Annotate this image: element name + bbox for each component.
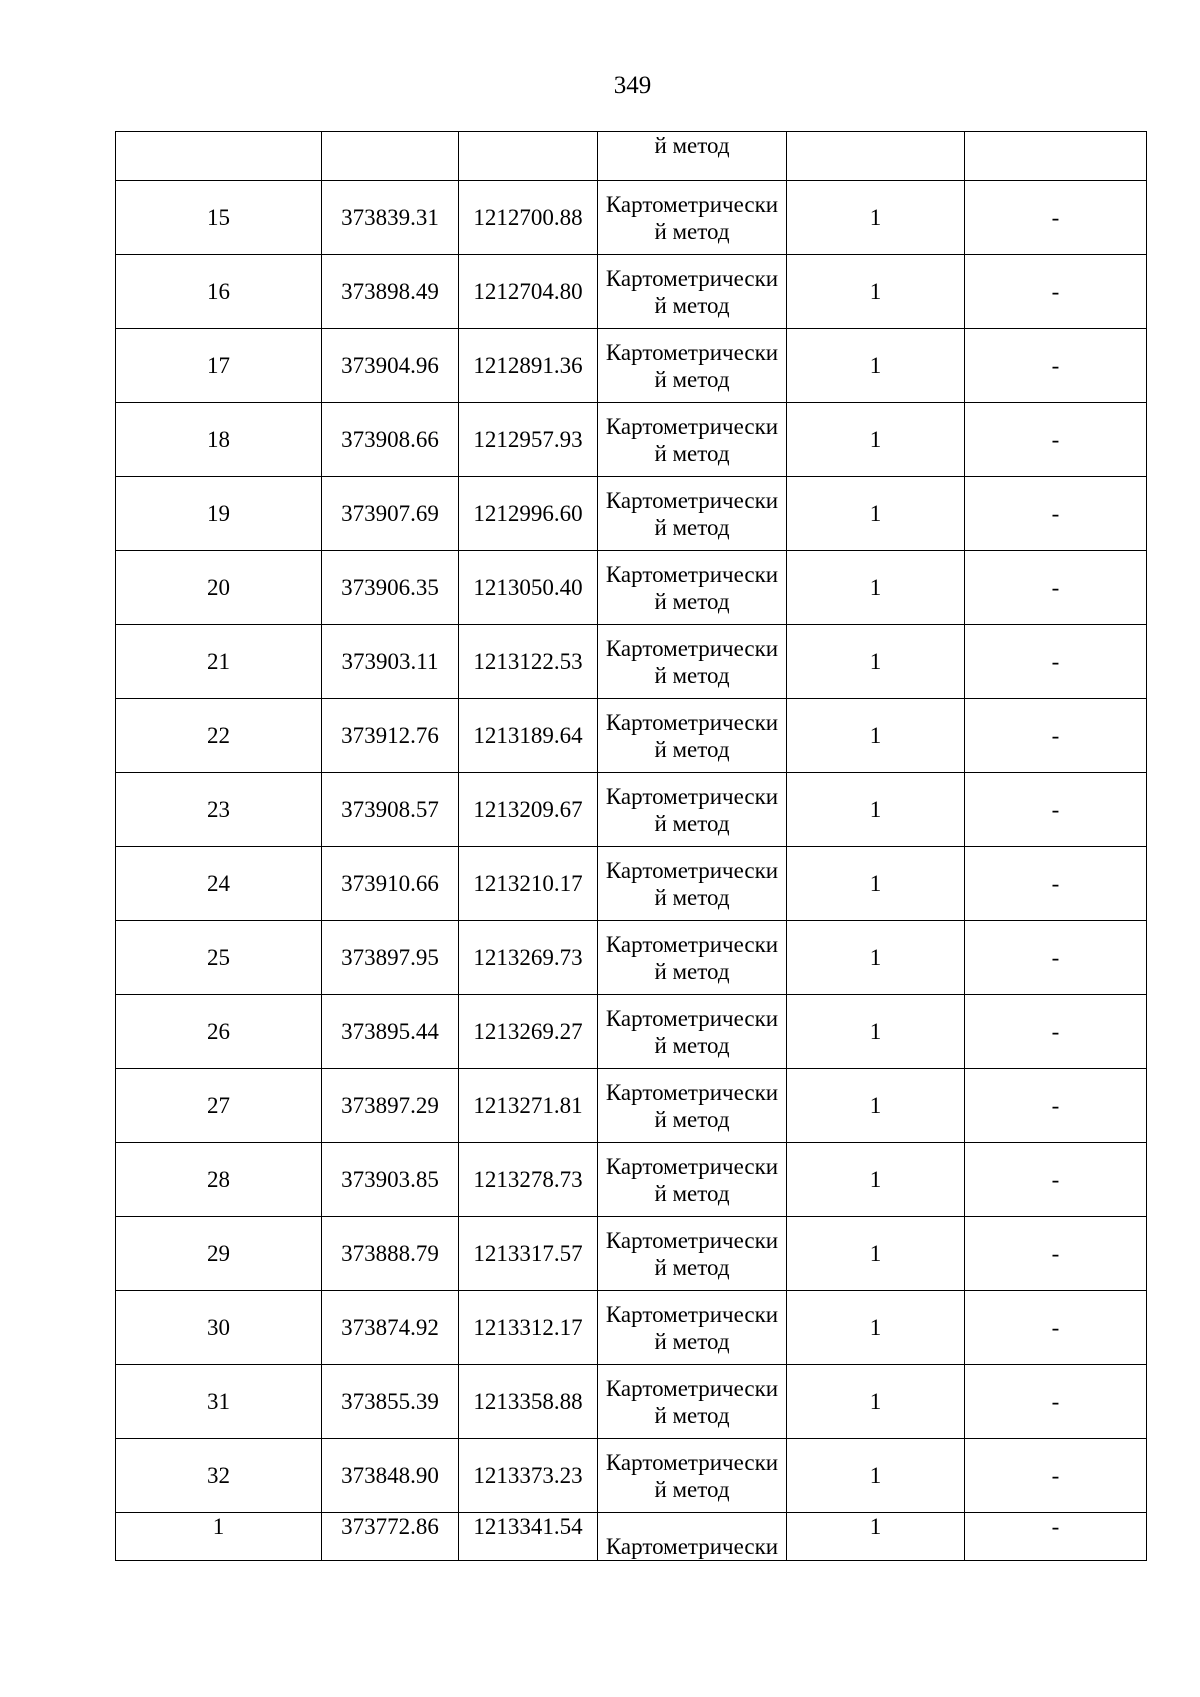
method-text-line2: й метод bbox=[654, 1476, 730, 1502]
cell-note: - bbox=[965, 1217, 1147, 1291]
method-text-line2: й метод bbox=[654, 810, 730, 836]
cell-y: 1212700.88 bbox=[459, 181, 598, 255]
method-text-line1: Картометрически bbox=[605, 709, 779, 735]
cell-method bbox=[598, 132, 787, 181]
table-row bbox=[116, 181, 1147, 255]
cell-note: - bbox=[965, 329, 1147, 403]
cell-x: 373903.85 bbox=[322, 1143, 459, 1217]
cell-point-number: 21 bbox=[116, 625, 322, 699]
cell-note: - bbox=[965, 1069, 1147, 1143]
cell-x: 373874.92 bbox=[322, 1291, 459, 1365]
cell-accuracy: 1 bbox=[787, 329, 965, 403]
cell-x: 373908.57 bbox=[322, 773, 459, 847]
table-row bbox=[116, 1439, 1147, 1513]
cell-y: 1213373.23 bbox=[459, 1439, 598, 1513]
cell-accuracy: 1 bbox=[787, 1217, 965, 1291]
table-row bbox=[116, 551, 1147, 625]
cell-accuracy: 1 bbox=[787, 921, 965, 995]
cell-note: - bbox=[965, 1291, 1147, 1365]
method-text-line2: й метод bbox=[654, 514, 730, 540]
cell-x: 373898.49 bbox=[322, 255, 459, 329]
coordinates-table bbox=[115, 131, 1147, 1561]
method-text-line1: Картометрически bbox=[605, 561, 779, 587]
page-number: 349 bbox=[613, 72, 652, 99]
method-text-line1: Картометрически bbox=[605, 1449, 779, 1475]
cell-method bbox=[598, 1439, 787, 1513]
table-row bbox=[116, 1365, 1147, 1439]
table-row bbox=[116, 1513, 1147, 1561]
cell-y bbox=[459, 132, 598, 181]
method-text-line2: й метод bbox=[654, 736, 730, 762]
cell-y: 1213271.81 bbox=[459, 1069, 598, 1143]
cell-point-number bbox=[116, 132, 322, 181]
method-text-line1: Картометрически bbox=[605, 635, 779, 661]
cell-note bbox=[965, 132, 1147, 181]
cell-note: - bbox=[965, 847, 1147, 921]
cell-x: 373897.29 bbox=[322, 1069, 459, 1143]
cell-y: 1213358.88 bbox=[459, 1365, 598, 1439]
cell-accuracy: 1 bbox=[787, 181, 965, 255]
cell-point-number: 15 bbox=[116, 181, 322, 255]
method-text-line1: Картометрически bbox=[605, 931, 779, 957]
method-text-line1: Картометрически bbox=[605, 487, 779, 513]
method-text-line1: Картометрически bbox=[605, 1005, 779, 1031]
cell-point-number: 29 bbox=[116, 1217, 322, 1291]
cell-y: 1213189.64 bbox=[459, 699, 598, 773]
cell-method bbox=[598, 995, 787, 1069]
cell-method bbox=[598, 773, 787, 847]
cell-accuracy: 1 bbox=[787, 847, 965, 921]
cell-note: - bbox=[965, 625, 1147, 699]
cell-x bbox=[322, 132, 459, 181]
cell-accuracy: 1 bbox=[787, 1069, 965, 1143]
cell-y: 1213122.53 bbox=[459, 625, 598, 699]
cell-y: 1213209.67 bbox=[459, 773, 598, 847]
cell-method bbox=[598, 1217, 787, 1291]
cell-x: 373908.66 bbox=[322, 403, 459, 477]
cell-accuracy: 1 bbox=[787, 1365, 965, 1439]
cell-x: 373895.44 bbox=[322, 995, 459, 1069]
cell-point-number: 27 bbox=[116, 1069, 322, 1143]
table-row bbox=[116, 847, 1147, 921]
cell-x: 373839.31 bbox=[322, 181, 459, 255]
cell-method bbox=[598, 329, 787, 403]
cell-note: - bbox=[965, 477, 1147, 551]
cell-accuracy: 1 bbox=[787, 1143, 965, 1217]
table-row bbox=[116, 995, 1147, 1069]
cell-method bbox=[598, 1069, 787, 1143]
cell-x: 373897.95 bbox=[322, 921, 459, 995]
cell-method bbox=[598, 1513, 787, 1561]
cell-method bbox=[598, 847, 787, 921]
cell-method bbox=[598, 699, 787, 773]
cell-y: 1213269.27 bbox=[459, 995, 598, 1069]
cell-y: 1213278.73 bbox=[459, 1143, 598, 1217]
method-text-line1: Картометрически bbox=[605, 1301, 779, 1327]
cell-y: 1213312.17 bbox=[459, 1291, 598, 1365]
method-text-line1: Картометрически bbox=[605, 783, 779, 809]
cell-note: - bbox=[965, 1513, 1147, 1561]
cell-note: - bbox=[965, 403, 1147, 477]
method-text-line2: й метод bbox=[654, 958, 730, 984]
cell-y: 1212704.80 bbox=[459, 255, 598, 329]
cell-accuracy: 1 bbox=[787, 995, 965, 1069]
cell-method bbox=[598, 1365, 787, 1439]
cell-y: 1213341.54 bbox=[459, 1513, 598, 1561]
table-row bbox=[116, 329, 1147, 403]
cell-note: - bbox=[965, 1143, 1147, 1217]
cell-x: 373848.90 bbox=[322, 1439, 459, 1513]
cell-x: 373855.39 bbox=[322, 1365, 459, 1439]
method-text-line2: й метод bbox=[654, 1106, 730, 1132]
cell-point-number: 32 bbox=[116, 1439, 322, 1513]
table-row bbox=[116, 1217, 1147, 1291]
cell-point-number: 28 bbox=[116, 1143, 322, 1217]
table-row bbox=[116, 1291, 1147, 1365]
table-row bbox=[116, 921, 1147, 995]
method-text-line1: Картометрически bbox=[605, 1153, 779, 1179]
cell-point-number: 20 bbox=[116, 551, 322, 625]
cell-note: - bbox=[965, 1439, 1147, 1513]
method-text-line1: Картометрически bbox=[605, 1227, 779, 1253]
cell-note: - bbox=[965, 773, 1147, 847]
cell-x: 373888.79 bbox=[322, 1217, 459, 1291]
cell-point-number: 19 bbox=[116, 477, 322, 551]
cell-y: 1212891.36 bbox=[459, 329, 598, 403]
method-text: й метод bbox=[654, 133, 730, 158]
cell-point-number: 1 bbox=[116, 1513, 322, 1561]
cell-note: - bbox=[965, 1365, 1147, 1439]
table-row bbox=[116, 625, 1147, 699]
cell-accuracy bbox=[787, 132, 965, 181]
table-row bbox=[116, 773, 1147, 847]
cell-note: - bbox=[965, 699, 1147, 773]
table-row bbox=[116, 403, 1147, 477]
method-text-line1: Картометрически bbox=[605, 265, 779, 291]
method-text-line2: й метод bbox=[654, 1254, 730, 1280]
method-text-line2: й метод bbox=[654, 1180, 730, 1206]
cell-accuracy: 1 bbox=[787, 551, 965, 625]
method-text-line1: Картометрически bbox=[605, 339, 779, 365]
cell-accuracy: 1 bbox=[787, 1439, 965, 1513]
cell-method bbox=[598, 625, 787, 699]
method-text-line2: й метод bbox=[654, 440, 730, 466]
cell-note: - bbox=[965, 921, 1147, 995]
cell-y: 1212957.93 bbox=[459, 403, 598, 477]
cell-x: 373772.86 bbox=[322, 1513, 459, 1561]
method-text-line1: Картометрически bbox=[605, 413, 779, 439]
cell-x: 373912.76 bbox=[322, 699, 459, 773]
cell-accuracy: 1 bbox=[787, 625, 965, 699]
method-text-line2: й метод bbox=[654, 662, 730, 688]
method-text-line2: й метод bbox=[654, 1032, 730, 1058]
cell-method bbox=[598, 551, 787, 625]
cell-note: - bbox=[965, 995, 1147, 1069]
cell-note: - bbox=[965, 551, 1147, 625]
cell-point-number: 30 bbox=[116, 1291, 322, 1365]
table-body bbox=[116, 132, 1147, 1561]
method-text-line2: й метод bbox=[654, 1328, 730, 1354]
method-text-line2: й метод bbox=[654, 292, 730, 318]
cell-method bbox=[598, 1143, 787, 1217]
table-row bbox=[116, 1143, 1147, 1217]
method-text-line1: Картометрически bbox=[605, 191, 779, 217]
table-row bbox=[116, 1069, 1147, 1143]
cell-note: - bbox=[965, 255, 1147, 329]
cell-x: 373907.69 bbox=[322, 477, 459, 551]
table-row-continuation bbox=[116, 132, 1147, 181]
method-text-line1: Картометрически bbox=[605, 1079, 779, 1105]
cell-x: 373903.11 bbox=[322, 625, 459, 699]
cell-x: 373904.96 bbox=[322, 329, 459, 403]
cell-point-number: 26 bbox=[116, 995, 322, 1069]
cell-point-number: 18 bbox=[116, 403, 322, 477]
method-text-line1: Картометрически bbox=[605, 1375, 779, 1401]
cell-accuracy: 1 bbox=[787, 403, 965, 477]
method-text-line2: й метод bbox=[654, 588, 730, 614]
cell-point-number: 17 bbox=[116, 329, 322, 403]
cell-y: 1213050.40 bbox=[459, 551, 598, 625]
cell-method bbox=[598, 181, 787, 255]
method-text-line1: Картометрически bbox=[605, 857, 779, 883]
method-text-line1: Картометрически bbox=[605, 1534, 779, 1559]
method-text-line2: й метод bbox=[654, 884, 730, 910]
cell-point-number: 25 bbox=[116, 921, 322, 995]
cell-accuracy: 1 bbox=[787, 1291, 965, 1365]
cell-method bbox=[598, 477, 787, 551]
cell-accuracy: 1 bbox=[787, 699, 965, 773]
table-row bbox=[116, 699, 1147, 773]
cell-accuracy: 1 bbox=[787, 773, 965, 847]
cell-method bbox=[598, 921, 787, 995]
cell-point-number: 31 bbox=[116, 1365, 322, 1439]
cell-accuracy: 1 bbox=[787, 1513, 965, 1561]
cell-note: - bbox=[965, 181, 1147, 255]
cell-y: 1213269.73 bbox=[459, 921, 598, 995]
cell-method bbox=[598, 1291, 787, 1365]
cell-point-number: 23 bbox=[116, 773, 322, 847]
cell-y: 1213210.17 bbox=[459, 847, 598, 921]
cell-point-number: 24 bbox=[116, 847, 322, 921]
table-row bbox=[116, 477, 1147, 551]
cell-y: 1212996.60 bbox=[459, 477, 598, 551]
cell-method bbox=[598, 403, 787, 477]
method-text-line2: й метод bbox=[654, 218, 730, 244]
method-text-line2: й метод bbox=[654, 366, 730, 392]
method-text-line2: й метод bbox=[654, 1402, 730, 1428]
table-row bbox=[116, 255, 1147, 329]
cell-point-number: 22 bbox=[116, 699, 322, 773]
cell-x: 373906.35 bbox=[322, 551, 459, 625]
cell-y: 1213317.57 bbox=[459, 1217, 598, 1291]
cell-point-number: 16 bbox=[116, 255, 322, 329]
cell-x: 373910.66 bbox=[322, 847, 459, 921]
cell-accuracy: 1 bbox=[787, 477, 965, 551]
cell-accuracy: 1 bbox=[787, 255, 965, 329]
cell-method bbox=[598, 255, 787, 329]
